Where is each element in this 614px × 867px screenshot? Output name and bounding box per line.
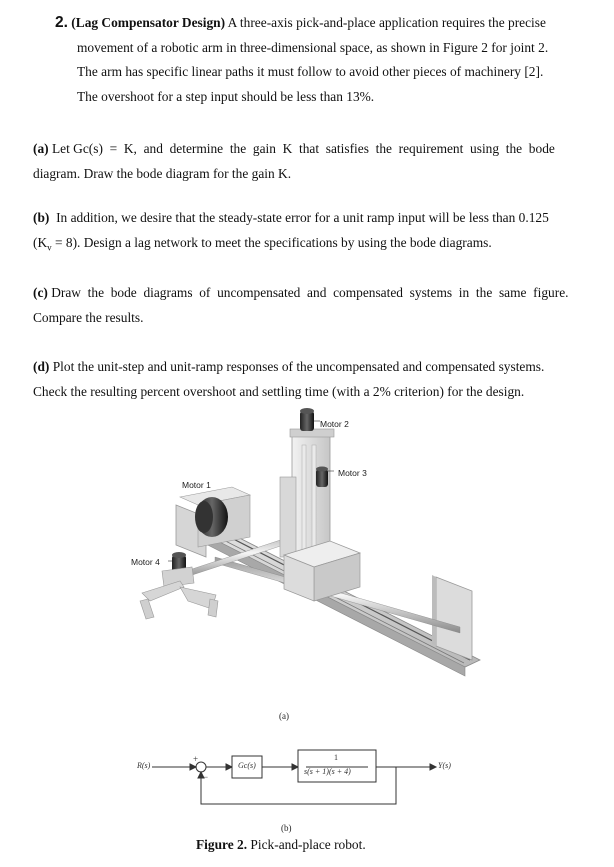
robot-illustration (120, 405, 490, 705)
part-d-line-2: Check the resulting percent overshoot and settling time (with a 2% criterion) for the design. (33, 383, 525, 399)
input-arrowhead (190, 764, 196, 770)
part-a-text-1: Let Gc(s) = K, and determine the gain K that satisfies the requirement using the bode (48, 141, 555, 156)
motor-2-unit (300, 408, 314, 431)
part-d (33, 355, 603, 404)
figure-sublabel-b: (b) (281, 823, 292, 833)
part-b-line-1 (33, 206, 603, 231)
problem-text-1: A three-axis pick-and-place application requires the precise (225, 15, 546, 30)
figure-caption (196, 837, 366, 853)
plus-sign: + (193, 754, 199, 764)
plant-numerator: 1 (334, 753, 338, 762)
output-label: Y(s) (438, 761, 451, 770)
motor-4-label: Motor 4 (131, 557, 160, 567)
part-c-text-1: Draw the bode diagrams of uncompensated and compensated systems in the same figure. (47, 285, 569, 300)
part-d-line-1 (33, 355, 603, 380)
problem-line-2: movement of a robotic arm in three-dimensional space, as shown in Figure 2 for joint 2. (77, 39, 549, 55)
part-d-tag: (d) (33, 359, 50, 374)
part-b-line-2 (33, 231, 603, 260)
part-b (33, 206, 603, 260)
figure-caption-text: Pick-and-place robot. (247, 837, 366, 852)
input-label: R(s) (137, 761, 151, 770)
problem-title: (Lag Compensator Design) (71, 15, 226, 30)
part-c-line-2: Compare the results. (33, 309, 144, 325)
part-b-kv: (K (33, 234, 48, 250)
part-a-tag: (a) (33, 141, 49, 156)
part-c-tag: (c) (33, 285, 48, 300)
vertical-column (280, 429, 334, 557)
figure-caption-label: Figure 2. (196, 837, 248, 852)
block-diagram (130, 740, 450, 815)
part-b-text-2: = 8). Design a lag network to meet the specifications by using the bode diagrams. (51, 234, 492, 250)
part-a-line-1 (33, 137, 603, 162)
part-b-text-1: In addition, we desire that the steady-state error for a unit ramp input will be less than 0.125 (49, 210, 549, 225)
motor-3-unit (316, 467, 328, 488)
part-a-line-2: diagram. Draw the bode diagram for the gain K. (33, 165, 292, 181)
figure-sublabel-a: (a) (279, 711, 289, 721)
part-c-line-1 (33, 281, 603, 306)
motor-2-label: Motor 2 (320, 419, 349, 429)
motor-3-label: Motor 3 (338, 468, 367, 478)
motor-1-label: Motor 1 (182, 480, 211, 490)
plant-denominator: s(s + 1)(s + 4) (304, 767, 351, 776)
problem-statement (55, 11, 600, 109)
problem-line-3: The arm has specific linear paths it must follow to avoid other pieces of machinery [2]. (77, 64, 544, 79)
problem-line-1 (55, 11, 600, 36)
gripper (140, 581, 218, 619)
part-b-tag: (b) (33, 210, 50, 225)
part-b-kv-sub: v (47, 242, 52, 253)
controller-label: Gc(s) (238, 761, 256, 770)
part-d-text-1: Plot the unit-step and unit-ramp responses of the uncompensated and compensated systems. (49, 359, 545, 374)
problem-line-4: The overshoot for a step input should be less than 13%. (77, 88, 375, 104)
part-c (33, 281, 603, 330)
minus-sign: − (203, 772, 209, 782)
part-a (33, 137, 603, 186)
problem-number: 2. (55, 14, 68, 31)
